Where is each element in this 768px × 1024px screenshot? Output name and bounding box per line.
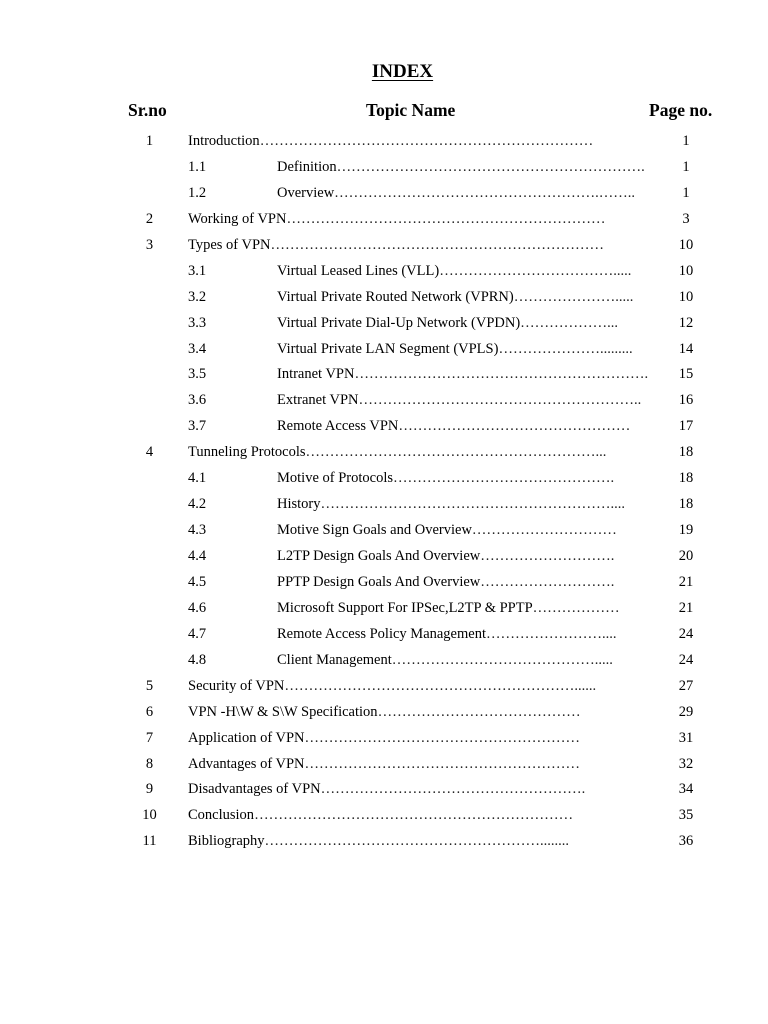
subsection-number: 4.7: [188, 625, 207, 642]
dot-leader: ……………………….: [480, 573, 615, 590]
index-row: [0, 335, 768, 361]
page-number: 36: [678, 833, 694, 850]
dot-leader: …………………………………………………: [304, 729, 581, 746]
topic-entry: [277, 652, 613, 668]
topic-name: Types of VPN: [188, 236, 271, 253]
page-number: 12: [678, 314, 694, 331]
topic-name: Application of VPN: [188, 729, 305, 746]
topic-entry: [277, 522, 617, 538]
topic-name: Extranet VPN: [277, 392, 359, 409]
dot-leader: ……………………………………………………………: [259, 133, 594, 149]
dot-leader: ……………………………………………………………: [270, 236, 604, 253]
topic-entry: [277, 418, 630, 434]
dot-leader: ……………………....: [486, 625, 617, 642]
topic-entry: [277, 548, 614, 564]
topic-name: Disadvantages of VPN: [188, 781, 321, 798]
topic-column-header: Topic Name: [366, 100, 456, 120]
index-row: [0, 516, 768, 542]
dot-leader: …………………………………….....: [391, 651, 613, 668]
index-row: [0, 179, 768, 205]
index-row: [0, 153, 768, 179]
serial-number: 11: [142, 833, 157, 850]
topic-name: Bibliography: [188, 833, 265, 850]
topic-name: Motive of Protocols: [277, 470, 393, 487]
index-row: [0, 231, 768, 257]
topic-entry: [188, 237, 604, 253]
topic-name: PPTP Design Goals And Overview: [277, 573, 481, 590]
topic-name: L2TP Design Goals And Overview: [277, 548, 481, 564]
page-number: 21: [678, 599, 694, 616]
index-row: [0, 386, 768, 412]
topic-entry: [188, 730, 580, 746]
page-number: 34: [678, 781, 694, 798]
dot-leader: …………………………: [471, 522, 617, 539]
dot-leader: …………………………………………………........: [264, 833, 570, 850]
topic-name: Motive Sign Goals and Overview: [277, 522, 472, 539]
topic-entry: [277, 574, 614, 590]
topic-entry: [277, 496, 625, 512]
dot-leader: ……………………………………………………....: [320, 496, 625, 513]
page-number: 16: [678, 392, 694, 409]
topic-name: Tunneling Protocols: [188, 444, 306, 461]
dot-leader: ………………….........: [498, 340, 633, 357]
serial-number: 9: [145, 781, 154, 798]
subsection-number: 1.2: [188, 184, 207, 201]
topic-name: Client Management: [277, 651, 392, 668]
index-row: [0, 568, 768, 594]
topic-entry: [277, 341, 633, 357]
subsection-number: 3.2: [188, 288, 207, 305]
topic-entry: [188, 781, 585, 797]
srno-column-header: Sr.no: [128, 100, 167, 120]
subsection-number: 1.1: [188, 158, 207, 175]
serial-number: 2: [145, 210, 154, 227]
subsection-number: 3.3: [188, 314, 207, 331]
page-number: 35: [678, 807, 694, 824]
page-number: 1: [682, 158, 690, 175]
topic-entry: [188, 133, 593, 149]
index-row: [0, 257, 768, 283]
page-number: 15: [678, 366, 694, 383]
index-row: [0, 205, 768, 231]
page-number: 10: [678, 262, 694, 279]
subsection-number: 3.5: [188, 366, 207, 383]
subsection-number: 3.6: [188, 392, 207, 409]
topic-name: Conclusion: [188, 807, 255, 824]
serial-number: 4: [145, 444, 154, 461]
index-row: [0, 594, 768, 620]
topic-entry: [277, 263, 631, 279]
topic-entry: [277, 600, 620, 616]
page-number: 18: [678, 496, 694, 513]
topic-entry: [188, 756, 580, 772]
topic-entry: [277, 185, 635, 201]
topic-entry: [277, 315, 618, 331]
index-row: [0, 750, 768, 776]
topic-name: History: [277, 496, 321, 513]
subsection-number: 4.2: [188, 496, 207, 513]
page-number: 1: [682, 184, 690, 201]
dot-leader: ……………………………………………………….: [336, 158, 645, 175]
serial-number: 8: [145, 755, 154, 772]
topic-entry: [277, 392, 641, 408]
serial-number: 3: [145, 236, 154, 253]
topic-name: Virtual Private Dial-Up Network (VPDN): [277, 314, 521, 331]
index-row: [0, 801, 768, 827]
page-number: 32: [678, 755, 694, 772]
topic-name: Intranet VPN: [277, 366, 355, 383]
page-number: 24: [678, 625, 694, 642]
index-row: [0, 127, 768, 153]
index-row: [0, 360, 768, 386]
topic-name: Virtual Private LAN Segment (VPLS): [277, 340, 499, 357]
subsection-number: 3.1: [188, 262, 207, 279]
page-number: 14: [678, 340, 694, 357]
subsection-number: 4.4: [188, 548, 207, 564]
serial-number: 6: [145, 703, 154, 720]
subsection-number: 4.8: [188, 651, 207, 668]
topic-name: Virtual Private Routed Network (VPRN): [277, 288, 514, 305]
subsection-number: 4.6: [188, 599, 207, 616]
dot-leader: …………………………………………………………: [286, 210, 606, 227]
topic-name: Remote Access VPN: [277, 418, 399, 435]
page-number: 18: [678, 444, 694, 461]
dot-leader: ……………………………….....: [439, 262, 632, 279]
topic-entry: [277, 159, 645, 175]
topic-entry: [277, 626, 617, 642]
page-number: 31: [678, 729, 694, 746]
page-number: 10: [678, 288, 694, 305]
index-row: [0, 542, 768, 568]
dot-leader: ……………………………………………….: [320, 781, 586, 798]
page-number: 27: [678, 677, 694, 694]
subsection-number: 3.7: [188, 418, 207, 435]
page-number: 1: [682, 133, 690, 149]
dot-leader: ………………...: [520, 314, 619, 331]
topic-name: Overview: [277, 184, 335, 201]
page-number: 3: [682, 210, 690, 227]
serial-number: 7: [145, 729, 154, 746]
serial-number: 5: [145, 677, 154, 694]
dot-leader: ……………………………………………………...: [305, 444, 607, 461]
dot-leader: ……………………….: [480, 548, 615, 564]
index-row: [0, 309, 768, 335]
page-number: 20: [678, 548, 694, 564]
index-row: [0, 646, 768, 672]
dot-leader: ………………: [532, 599, 620, 616]
index-row: [0, 698, 768, 724]
subsection-number: 4.1: [188, 470, 207, 487]
dot-leader: ……………………………………………….……..: [334, 184, 636, 201]
page-number: 24: [678, 651, 694, 668]
topic-name: VPN -H\W & S\W Specification: [188, 703, 378, 720]
dot-leader: ……………………………………………………......: [284, 677, 597, 694]
page-number: 17: [678, 418, 694, 435]
topic-entry: [277, 289, 633, 305]
page-number: 19: [678, 522, 694, 539]
topic-entry: [188, 833, 569, 849]
page-number: 29: [678, 703, 694, 720]
dot-leader: ……………………………………….: [393, 470, 615, 487]
index-row: [0, 620, 768, 646]
dot-leader: …………………………………………………..: [358, 392, 642, 409]
topic-entry: [277, 366, 648, 382]
topic-name: Introduction: [188, 133, 260, 149]
dot-leader: …………………………………………………………: [254, 807, 574, 824]
index-row: [0, 724, 768, 750]
index-row: [0, 283, 768, 309]
topic-name: Microsoft Support For IPSec,L2TP & PPTP: [277, 599, 533, 616]
page-number: 21: [678, 573, 694, 590]
index-row: [0, 464, 768, 490]
page-column-header: Page no.: [649, 100, 713, 120]
topic-entry: [188, 807, 573, 823]
dot-leader: …………………………………………………: [304, 755, 581, 772]
index-title: INDEX: [371, 61, 434, 82]
dot-leader: …………………………………………: [398, 418, 631, 435]
subsection-number: 4.3: [188, 522, 207, 539]
subsection-number: 3.4: [188, 340, 207, 357]
serial-number: 10: [142, 807, 157, 824]
page-number: 10: [678, 236, 694, 253]
topic-name: Security of VPN: [188, 677, 285, 694]
dot-leader: …………………………………………………….: [354, 366, 649, 383]
index-row: [0, 827, 768, 853]
index-table: [0, 127, 768, 853]
index-row: [0, 412, 768, 438]
subsection-number: 4.5: [188, 573, 207, 590]
index-row: [0, 775, 768, 801]
topic-entry: [188, 211, 605, 227]
topic-name: Working of VPN: [188, 210, 287, 227]
serial-number: 1: [145, 133, 154, 149]
dot-leader: ………………….....: [513, 288, 634, 305]
topic-name: Virtual Leased Lines (VLL): [277, 262, 440, 279]
dot-leader: ……………………………………: [377, 703, 581, 720]
topic-name: Advantages of VPN: [188, 755, 305, 772]
topic-entry: [188, 444, 606, 460]
topic-name: Definition: [277, 158, 337, 175]
index-row: [0, 490, 768, 516]
index-row: [0, 672, 768, 698]
topic-entry: [277, 470, 614, 486]
topic-entry: [188, 704, 581, 720]
topic-entry: [188, 678, 596, 694]
page-number: 18: [678, 470, 694, 487]
index-row: [0, 438, 768, 464]
topic-name: Remote Access Policy Management: [277, 625, 486, 642]
